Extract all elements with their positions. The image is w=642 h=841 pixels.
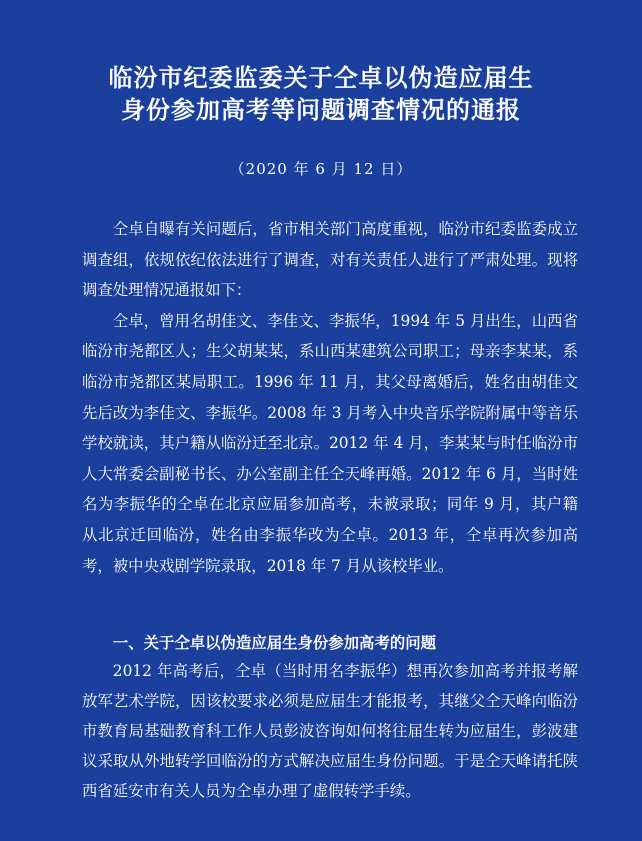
section-heading: 一、关于仝卓以伪造应届生身份参加高考的问题 <box>112 634 437 652</box>
paragraph-section-1: 2012 年高考后，仝卓（当时用名李振华）想再次参加高考并报考解放军艺术学院，因该校要求必须是应届生才能报考，其继父仝天峰向临汾市教育局基础教育科工作人员彭波咨询如何将往届生转为应届生，彭波建议采取从外地转学回临汾的方式解决应届生身份问题。于是仝天峰请托陕西省延安市有关人员为仝卓办理了虚假转学手续。 <box>82 662 578 800</box>
paragraph-background: 仝卓，曾用名胡佳文、李佳文、李振华，1994 年 5 月出生，山西省临汾市尧都区人；生父胡某某，系山西某建筑公司职工；母亲李某某，系临汾市尧都区某局职工。1996 年 11 月，其父母离婚后，姓名由胡佳文先后改为李佳文、李振华。2008 年 3 月考入中央音乐学院附属中等音乐学校就读，其户籍从临汾迁至北京。2012 年 4 月，李某某与时任临汾市人大常委会副秘书长、办公室副主任仝天峰再婚。2012 年 6 月，当时姓名为李振华的仝卓在北京应届参加高考，未被录取；同年 9 月，其户籍从北京迁回临汾，姓名由李振华改为仝卓。2013 年，仝卓再次参加高考，被中央戏剧学院录取，2018 年 7 月从该校毕业。 <box>82 311 578 575</box>
section-body <box>82 656 578 806</box>
paragraph-intro: 仝卓自曝有关问题后，省市相关部门高度重视，临汾市纪委监委成立调查组，依规依纪依法进行了调查，对有关责任人进行了严肃处理。现将调查处理情况通报如下： <box>82 220 578 300</box>
issue-date: （2020 年 6 月 12 日） <box>229 160 413 178</box>
title-line-1: 临汾市纪委监委关于仝卓以伪造应届生 <box>108 64 534 92</box>
title-line-2: 身份参加高考等问题调查情况的通报 <box>121 96 521 124</box>
body-intro <box>82 214 578 581</box>
